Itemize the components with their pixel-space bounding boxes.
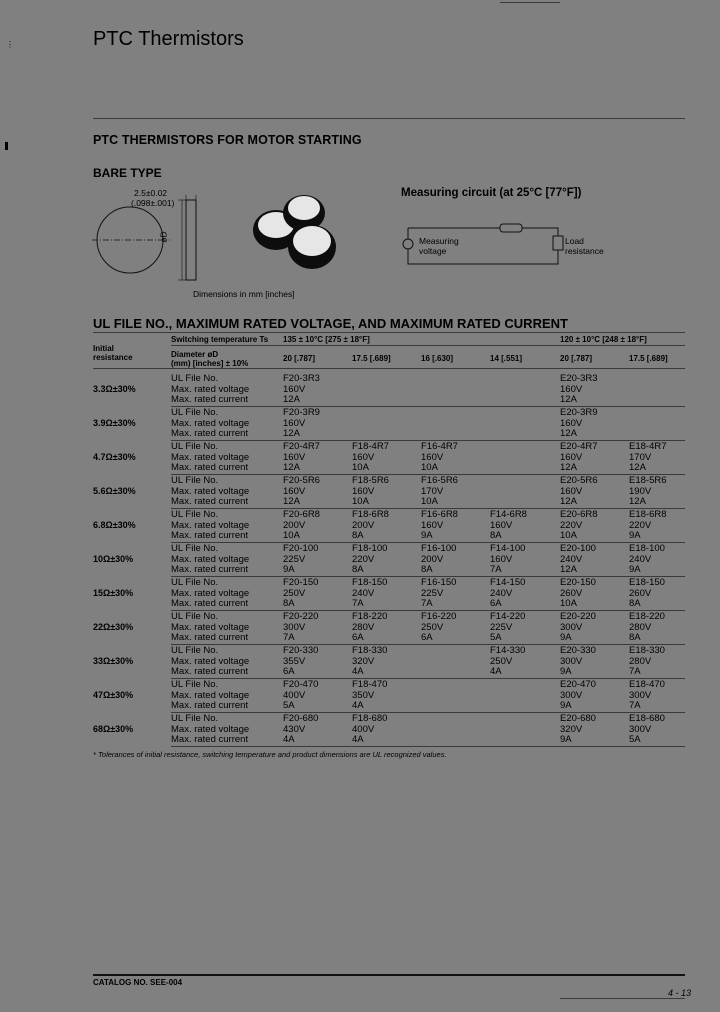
table-cell: 225V [283, 553, 306, 565]
row-label: UL File No. [171, 679, 219, 690]
table-cell: 300V [560, 689, 583, 701]
table-cell: E18-5R6 [629, 475, 667, 486]
table-cell: E20-100 [560, 543, 596, 554]
table-cell: E20-470 [560, 679, 596, 690]
table-cell: 12A [629, 496, 646, 507]
row-divider [171, 678, 685, 679]
table-cell: F18-330 [352, 645, 388, 656]
table-cell: E18-680 [629, 713, 665, 724]
table-cell: 355V [283, 655, 306, 667]
row-label: Max. rated current [171, 734, 249, 745]
table-cell: F14-220 [490, 611, 526, 622]
table-cell: 4A [490, 666, 502, 677]
table-cell: F18-5R6 [352, 475, 389, 486]
table-cell: 220V [560, 519, 583, 531]
table-cell: 300V [629, 723, 652, 735]
row-label: Max. rated voltage [171, 621, 250, 633]
initial-resistance: 3.9Ω±30% [93, 418, 136, 428]
row-divider [171, 746, 685, 747]
table-cell: 10A [421, 462, 438, 473]
top-rule [500, 2, 560, 3]
footnote: * Tolerances of initial resistance, switching temperature and product dimensions are UL recognized values. [93, 750, 447, 759]
row-label: UL File No. [171, 577, 219, 588]
row-label: Max. rated voltage [171, 655, 250, 667]
footer-rule-right [560, 998, 685, 999]
table-cell: F18-6R8 [352, 509, 389, 520]
table-cell: E20-3R3 [560, 373, 598, 384]
load-resistor [553, 236, 563, 250]
table-cell: 8A [629, 598, 641, 609]
table-cell: F18-4R7 [352, 441, 389, 452]
title-divider [93, 118, 685, 119]
table-cell: E18-4R7 [629, 441, 667, 452]
table-cell: F18-680 [352, 713, 388, 724]
table-cell: 7A [629, 666, 641, 677]
table-cell: 7A [283, 632, 295, 643]
initial-resistance: 22Ω±30% [93, 622, 134, 632]
table-cell: 160V [421, 519, 444, 531]
table-cell: F14-330 [490, 645, 526, 656]
table-cell: 9A [283, 564, 295, 575]
table-cell: 7A [490, 564, 502, 575]
table-cell: 220V [352, 553, 375, 565]
table-cell: 7A [629, 700, 641, 711]
header-switching: Switching temperature Ts [171, 335, 269, 344]
row-label: Max. rated current [171, 632, 249, 643]
table-cell: 250V [490, 655, 513, 667]
initial-resistance: 68Ω±30% [93, 724, 134, 734]
table-cell: 8A [421, 564, 433, 575]
initial-resistance: 33Ω±30% [93, 656, 134, 666]
initial-resistance: 3.3Ω±30% [93, 384, 136, 394]
table-cell: F20-470 [283, 679, 319, 690]
table-cell: E18-470 [629, 679, 665, 690]
row-label: Max. rated current [171, 394, 249, 405]
initial-resistance: 5.6Ω±30% [93, 486, 136, 496]
table-cell: 8A [629, 632, 641, 643]
table-cell: 12A [629, 462, 646, 473]
table-cell: 9A [560, 666, 572, 677]
table-cell: 10A [283, 530, 300, 541]
table-cell: 12A [560, 496, 577, 507]
table-cell: F16-4R7 [421, 441, 458, 452]
table-cell: 12A [560, 564, 577, 575]
header-diameter-tol: (mm) [inches] ± 10% [171, 359, 249, 368]
table-cell: F20-330 [283, 645, 319, 656]
table-cell: 4A [352, 666, 364, 677]
table-cell: 10A [352, 496, 369, 507]
diameter-header: 20 [.787] [283, 354, 316, 363]
header-resistance: resistance [93, 353, 133, 362]
table-cell: F16-100 [421, 543, 457, 554]
diameter-header: 20 [.787] [560, 354, 593, 363]
row-label: Max. rated current [171, 530, 249, 541]
table-cell: E20-680 [560, 713, 596, 724]
table-cell: 160V [560, 485, 583, 497]
table-cell: F18-470 [352, 679, 388, 690]
table-cell: 160V [560, 383, 583, 395]
circuit-load: Load [565, 236, 584, 246]
table-cell: 320V [352, 655, 375, 667]
table-cell: 350V [352, 689, 375, 701]
table-cell: 200V [352, 519, 375, 531]
dim-note: Dimensions in mm [inches] [193, 289, 295, 299]
row-label: Max. rated voltage [171, 587, 250, 599]
circuit-title: Measuring circuit (at 25°C [77°F]) [401, 187, 582, 199]
table-cell: F20-5R6 [283, 475, 320, 486]
table-cell: 300V [283, 621, 306, 633]
table-cell: 160V [352, 451, 375, 463]
table-cell: 9A [629, 564, 641, 575]
table-cell: 220V [629, 519, 652, 531]
header-temp-a: 135 ± 10°C [275 ± 18°F] [283, 335, 370, 344]
row-label: Max. rated current [171, 462, 249, 473]
table-cell: 260V [560, 587, 583, 599]
table-cell: F18-150 [352, 577, 388, 588]
margin-mark: ⋮ [6, 40, 14, 49]
footer-rule [93, 974, 685, 976]
table-cell: 430V [283, 723, 306, 735]
row-divider [171, 406, 685, 407]
row-divider [171, 644, 685, 645]
catalog-number: CATALOG NO. SEE-004 [93, 978, 183, 987]
diameter-header: 17.5 [.689] [629, 354, 668, 363]
table-cell: 225V [421, 587, 444, 599]
table-cell: 250V [283, 587, 306, 599]
table-cell: 9A [560, 700, 572, 711]
table-title: UL FILE NO., MAXIMUM RATED VOLTAGE, AND MAXIMUM RATED CURRENT [93, 316, 568, 331]
row-label: Max. rated voltage [171, 417, 250, 429]
table-cell: 320V [560, 723, 583, 735]
row-label: Max. rated current [171, 428, 249, 439]
row-label: UL File No. [171, 441, 219, 452]
table-cell: 9A [560, 734, 572, 745]
section-title: PTC THERMISTORS FOR MOTOR STARTING [93, 133, 362, 147]
row-divider [171, 712, 685, 713]
table-cell: 160V [283, 485, 306, 497]
table-cell: 5A [629, 734, 641, 745]
table-cell: 240V [490, 587, 513, 599]
row-label: Max. rated current [171, 700, 249, 711]
table-cell: F16-220 [421, 611, 457, 622]
table-cell: 200V [421, 553, 444, 565]
table-cell: F20-6R8 [283, 509, 320, 520]
table-cell: F14-100 [490, 543, 526, 554]
circuit-measuring: Measuring [419, 236, 459, 246]
table-cell: F18-220 [352, 611, 388, 622]
header-diameter: Diameter øD [171, 350, 219, 359]
table-cell: 10A [352, 462, 369, 473]
table-cell: 160V [352, 485, 375, 497]
bare-type-drawing [90, 185, 350, 285]
table-cell: 280V [629, 621, 652, 633]
table-cell: 400V [352, 723, 375, 735]
table-cell: 7A [352, 598, 364, 609]
initial-resistance: 6.8Ω±30% [93, 520, 136, 530]
table-cell: 160V [283, 417, 306, 429]
table-cell: 240V [629, 553, 652, 565]
diameter-header: 14 [.551] [490, 354, 523, 363]
table-cell: F20-680 [283, 713, 319, 724]
table-cell: 190V [629, 485, 652, 497]
table-cell: F16-5R6 [421, 475, 458, 486]
table-cell: 280V [352, 621, 375, 633]
diameter-header: 16 [.630] [421, 354, 454, 363]
table-cell: E20-150 [560, 577, 596, 588]
table-cell: 160V [490, 553, 513, 565]
table-cell: F16-6R8 [421, 509, 458, 520]
table-cell: 6A [352, 632, 364, 643]
table-cell: 9A [560, 632, 572, 643]
table-cell: 4A [283, 734, 295, 745]
table-cell: 160V [560, 417, 583, 429]
page-number: 4 - 13 [668, 988, 692, 998]
row-label: Max. rated current [171, 496, 249, 507]
row-label: Max. rated voltage [171, 689, 250, 701]
table-cell: E18-100 [629, 543, 665, 554]
table-cell: 8A [490, 530, 502, 541]
row-label: UL File No. [171, 509, 219, 520]
table-cell: F20-4R7 [283, 441, 320, 452]
thermistor-symbol [500, 224, 522, 232]
table-cell: 160V [283, 451, 306, 463]
table-cell: 6A [421, 632, 433, 643]
circuit-resistance: resistance [565, 246, 604, 256]
table-cell: E20-5R6 [560, 475, 598, 486]
bare-type-title: BARE TYPE [93, 166, 162, 180]
table-cell: 5A [490, 632, 502, 643]
table-cell: 160V [421, 451, 444, 463]
diameter-header: 17.5 [.689] [352, 354, 391, 363]
initial-resistance: 4.7Ω±30% [93, 452, 136, 462]
dim-thickness-inch: (.098±.001) [131, 198, 175, 208]
table-cell: 160V [560, 451, 583, 463]
table-cell: 10A [421, 496, 438, 507]
table-cell: 12A [283, 394, 300, 405]
table-cell: 12A [283, 428, 300, 439]
table-cell: 300V [629, 689, 652, 701]
row-label: Max. rated voltage [171, 485, 250, 497]
dim-diameter: øD [158, 231, 169, 243]
table-cell: 250V [421, 621, 444, 633]
table-cell: 200V [283, 519, 306, 531]
table-cell: 4A [352, 700, 364, 711]
voltage-source [403, 239, 413, 249]
row-label: Max. rated current [171, 666, 249, 677]
table-cell: E18-220 [629, 611, 665, 622]
row-label: Max. rated voltage [171, 519, 250, 531]
row-label: UL File No. [171, 475, 219, 486]
table-cell: 225V [490, 621, 513, 633]
table-cell: F14-150 [490, 577, 526, 588]
table-cell: 6A [490, 598, 502, 609]
table-cell: 12A [283, 462, 300, 473]
table-cell: 8A [352, 530, 364, 541]
table-cell: E20-220 [560, 611, 596, 622]
margin-tick [5, 142, 8, 150]
table-cell: 6A [283, 666, 295, 677]
page-title: PTC Thermistors [93, 28, 244, 50]
row-label: Max. rated voltage [171, 553, 250, 565]
table-cell: 5A [283, 700, 295, 711]
table-cell: 12A [283, 496, 300, 507]
table-cell: F20-150 [283, 577, 319, 588]
table-cell: E18-150 [629, 577, 665, 588]
table-cell: 260V [629, 587, 652, 599]
table-cell: E20-330 [560, 645, 596, 656]
table-cell: 4A [352, 734, 364, 745]
table-cell: E20-6R8 [560, 509, 598, 520]
table-cell: 160V [490, 519, 513, 531]
table-cell: 7A [421, 598, 433, 609]
circuit-voltage: voltage [419, 246, 447, 256]
table-cell: F16-150 [421, 577, 457, 588]
table-cell: E18-6R8 [629, 509, 667, 520]
row-label: Max. rated voltage [171, 451, 250, 463]
header-temp-b: 120 ± 10°C [248 ± 18°F] [560, 335, 647, 344]
table-cell: 300V [560, 621, 583, 633]
table-cell: 9A [421, 530, 433, 541]
table-cell: F20-3R9 [283, 407, 320, 418]
table-cell: 12A [560, 462, 577, 473]
table-cell: 9A [629, 530, 641, 541]
table-cell: F20-100 [283, 543, 319, 554]
row-label: Max. rated current [171, 598, 249, 609]
table-cell: F20-3R3 [283, 373, 320, 384]
row-label: Max. rated current [171, 564, 249, 575]
table-cell: F20-220 [283, 611, 319, 622]
table-cell: 280V [629, 655, 652, 667]
table-cell: 12A [560, 428, 577, 439]
table-cell: 160V [283, 383, 306, 395]
table-cell: 10A [560, 530, 577, 541]
table-cell: 400V [283, 689, 306, 701]
table-cell: 170V [629, 451, 652, 463]
dim-thickness: 2.5±0.02 [134, 188, 168, 198]
table-cell: 12A [560, 394, 577, 405]
initial-resistance: 10Ω±30% [93, 554, 134, 564]
row-label: Max. rated voltage [171, 383, 250, 395]
row-label: UL File No. [171, 611, 219, 622]
table-cell: E20-3R9 [560, 407, 598, 418]
table-cell: E20-4R7 [560, 441, 598, 452]
initial-resistance: 47Ω±30% [93, 690, 134, 700]
table-cell: F14-6R8 [490, 509, 527, 520]
row-label: UL File No. [171, 713, 219, 724]
initial-resistance: 15Ω±30% [93, 588, 134, 598]
table-cell: 240V [560, 553, 583, 565]
row-label: UL File No. [171, 645, 219, 656]
table-cell: F18-100 [352, 543, 388, 554]
table-cell: 240V [352, 587, 375, 599]
table-cell: 8A [283, 598, 295, 609]
table-cell: E18-330 [629, 645, 665, 656]
table-cell: 10A [560, 598, 577, 609]
table-cell: 300V [560, 655, 583, 667]
disc-side-view [186, 200, 196, 280]
row-label: UL File No. [171, 407, 219, 418]
table-cell: 8A [352, 564, 364, 575]
table-cell: 170V [421, 485, 444, 497]
header-initial: Initial [93, 344, 114, 353]
row-label: UL File No. [171, 373, 219, 384]
row-label: Max. rated voltage [171, 723, 250, 735]
row-label: UL File No. [171, 543, 219, 554]
